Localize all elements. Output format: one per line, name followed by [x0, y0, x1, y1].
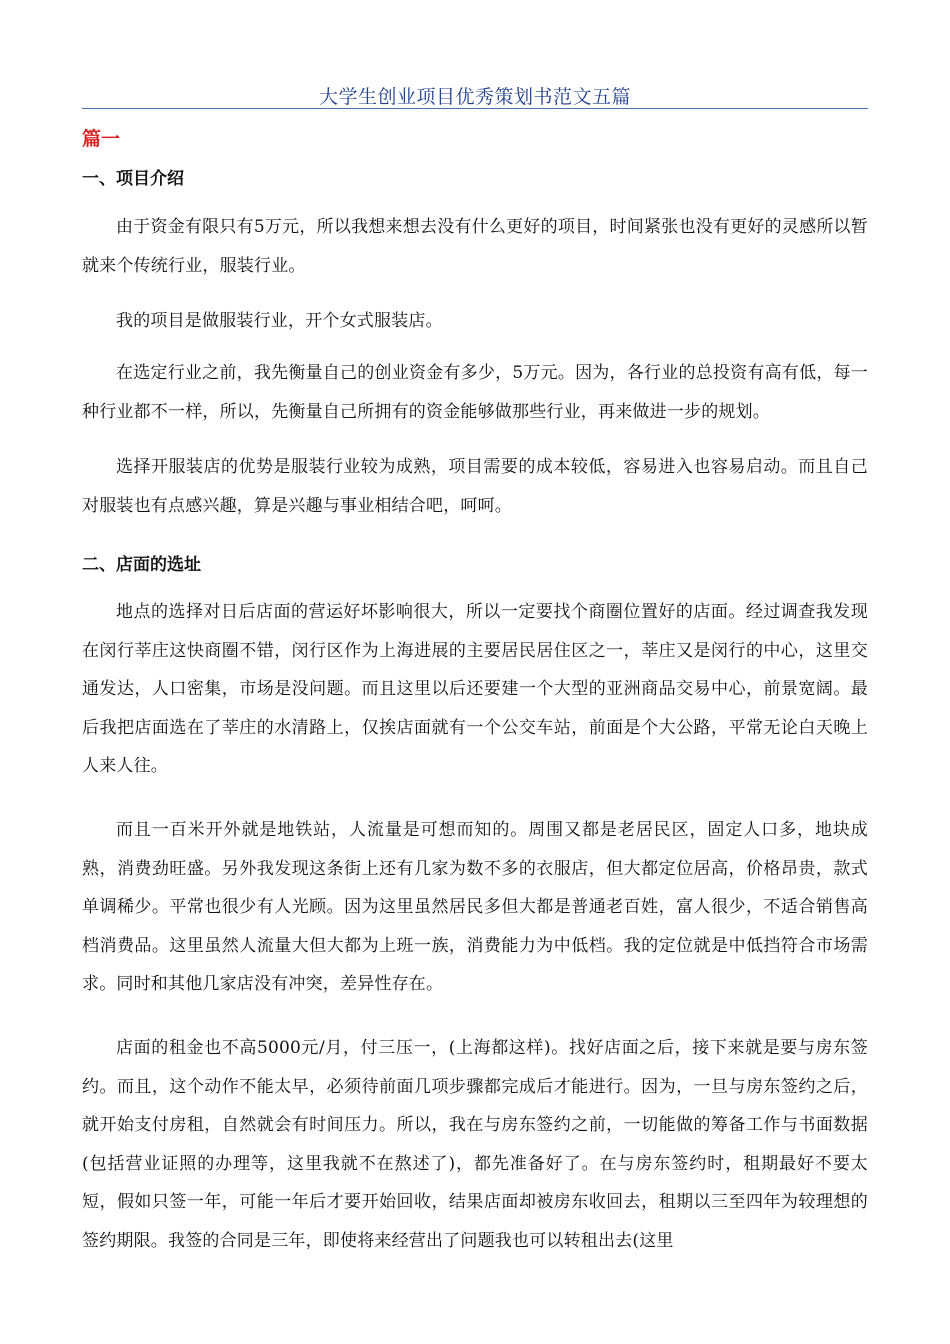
paragraph: 选择开服装店的优势是服装行业较为成熟，项目需要的成本较低，容易进入也容易启动。而且自己对服装也有点感兴趣，算是兴趣与事业相结合吧，呵呵。 [82, 457, 868, 516]
paragraph: 由于资金有限只有5万元，所以我想来想去没有什么更好的项目，时间紧张也没有更好的灵感所以暂就来个传统行业，服装行业。 [82, 217, 868, 276]
article-label: 篇一 [82, 128, 121, 150]
section-heading-project-intro: 一、项目介绍 [82, 169, 184, 189]
paragraph: 而且一百米开外就是地铁站，人流量是可想而知的。周围又都是老居民区，固定人口多，地块成熟，消费劲旺盛。另外我发现这条街上还有几家为数不多的衣服店，但大都定位居高，价格昂贵，款式单调稀少。平常也很少有人光顾。因为这里虽然居民多但大都是普通老百姓，富人很少，不适合销售高档消费品。这里虽然人流量大但大都为上班一族，消费能力为中低档。我的定位就是中低挡符合市场需求。同时和其他几家店没有冲突，差异性存在。 [82, 820, 868, 994]
paragraph: 我的项目是做服装行业，开个女式服装店。 [116, 311, 443, 331]
header-divider [82, 108, 868, 109]
paragraph: 店面的租金也不高5000元/月，付三压一，(上海都这样)。找好店面之后，接下来就是要与房东签约。而且，这个动作不能太早，必须待前面几项步骤都完成后才能进行。因为，一旦与房东签约之后，就开始支付房租，自然就会有时间压力。所以，我在与房东签约之前，一切能做的筹备工作与书面数据(包括营业证照的办理等，这里我就不在熬述了)，都先准备好了。在与房东签约时，租期最好不要太短，假如只签一年，可能一年后才要开始回收，结果店面却被房东收回去，租期以三至四年为较理想的签约期限。我签的合同是三年，即使将来经营出了问题我也可以转租出去(这里 [82, 1038, 868, 1251]
section-heading-store-location: 二、店面的选址 [82, 555, 201, 575]
paragraph: 地点的选择对日后店面的营运好坏影响很大，所以一定要找个商圈位置好的店面。经过调查我发现在闵行莘庄这快商圈不错，闵行区作为上海进展的主要居民居住区之一，莘庄又是闵行的中心，这里交通发达，人口密集，市场是没问题。而且这里以后还要建一个大型的亚洲商品交易中心，前景宽阔。最后我把店面选在了莘庄的水清路上，仅挨店面就有一个公交车站，前面是个大公路，平常无论白天晚上人来人往。 [82, 602, 868, 776]
document-header-title: 大学生创业项目优秀策划书范文五篇 [318, 86, 631, 108]
paragraph: 在选定行业之前，我先衡量自己的创业资金有多少，5万元。因为，各行业的总投资有高有低，每一种行业都不一样，所以，先衡量自己所拥有的资金能够做那些行业，再来做进一步的规划。 [82, 363, 868, 422]
